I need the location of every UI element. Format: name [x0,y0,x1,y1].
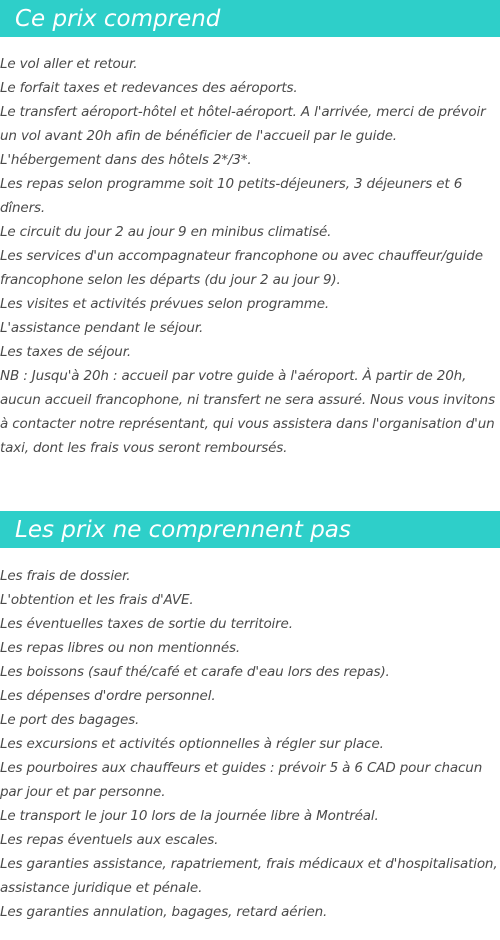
excluded-item: L'obtention et les frais d'AVE. [0,592,194,608]
included-section-header [0,0,500,37]
included-item: Le transfert aéroport-hôtel et hôtel-aéroport. A l'arrivée, merci de prévoir un vol avant 20h afin de bénéficier de l'accueil par le guide. [0,104,486,144]
excluded-item: Le transport le jour 10 lors de la journée libre à Montréal. [0,808,379,824]
excluded-section-header [0,511,500,548]
included-item: Le circuit du jour 2 au jour 9 en minibus climatisé. [0,224,332,240]
included-item: L'hébergement dans des hôtels 2*/3*. [0,152,252,168]
included-item: L'assistance pendant le séjour. [0,320,204,336]
included-item: Les services d'un accompagnateur francophone ou avec chauffeur/guide francophone selon les départs (du jour 2 au jour 9). [0,248,483,288]
excluded-item: Les excursions et activités optionnelles à régler sur place. [0,736,384,752]
excluded-item: Les garanties assistance, rapatriement, frais médicaux et d'hospitalisation, assistance juridique et pénale. [0,856,498,896]
excluded-item: Les frais de dossier. [0,568,131,584]
excluded-item: Les garanties annulation, bagages, retard aérien. [0,904,328,920]
included-section-title: Ce prix comprend [15,5,221,32]
excluded-item: Les boissons (sauf thé/café et carafe d'eau lors des repas). [0,664,390,680]
included-item: Les repas selon programme soit 10 petits-déjeuners, 3 déjeuners et 6 dîners. [0,176,463,216]
excluded-item: Le port des bagages. [0,712,140,728]
included-item: Le forfait taxes et redevances des aéroports. [0,80,298,96]
excluded-item: Les pourboires aux chauffeurs et guides : prévoir 5 à 6 CAD pour chacun par jour et par personne. [0,760,483,800]
excluded-item: Les repas libres ou non mentionnés. [0,640,241,656]
excluded-item: Les repas éventuels aux escales. [0,832,219,848]
included-item: Les visites et activités prévues selon programme. [0,296,330,312]
excluded-item: Les éventuelles taxes de sortie du territoire. [0,616,293,632]
included-item: Le vol aller et retour. [0,56,138,72]
excluded-list [0,564,500,924]
excluded-section-title: Les prix ne comprennent pas [15,516,351,543]
included-item: Les taxes de séjour. [0,344,132,360]
excluded-item: Les dépenses d'ordre personnel. [0,688,216,704]
arrival-note: NB : Jusqu'à 20h : accueil par votre guide à l'aéroport. À partir de 20h, aucun accueil francophone, ni transfert ne sera assuré. Nous vous invitons à contacter notre représentant, qui vous assistera dans l'organisation d'un taxi, dont les frais vous seront remboursés. [0,368,495,456]
included-list [0,52,500,364]
